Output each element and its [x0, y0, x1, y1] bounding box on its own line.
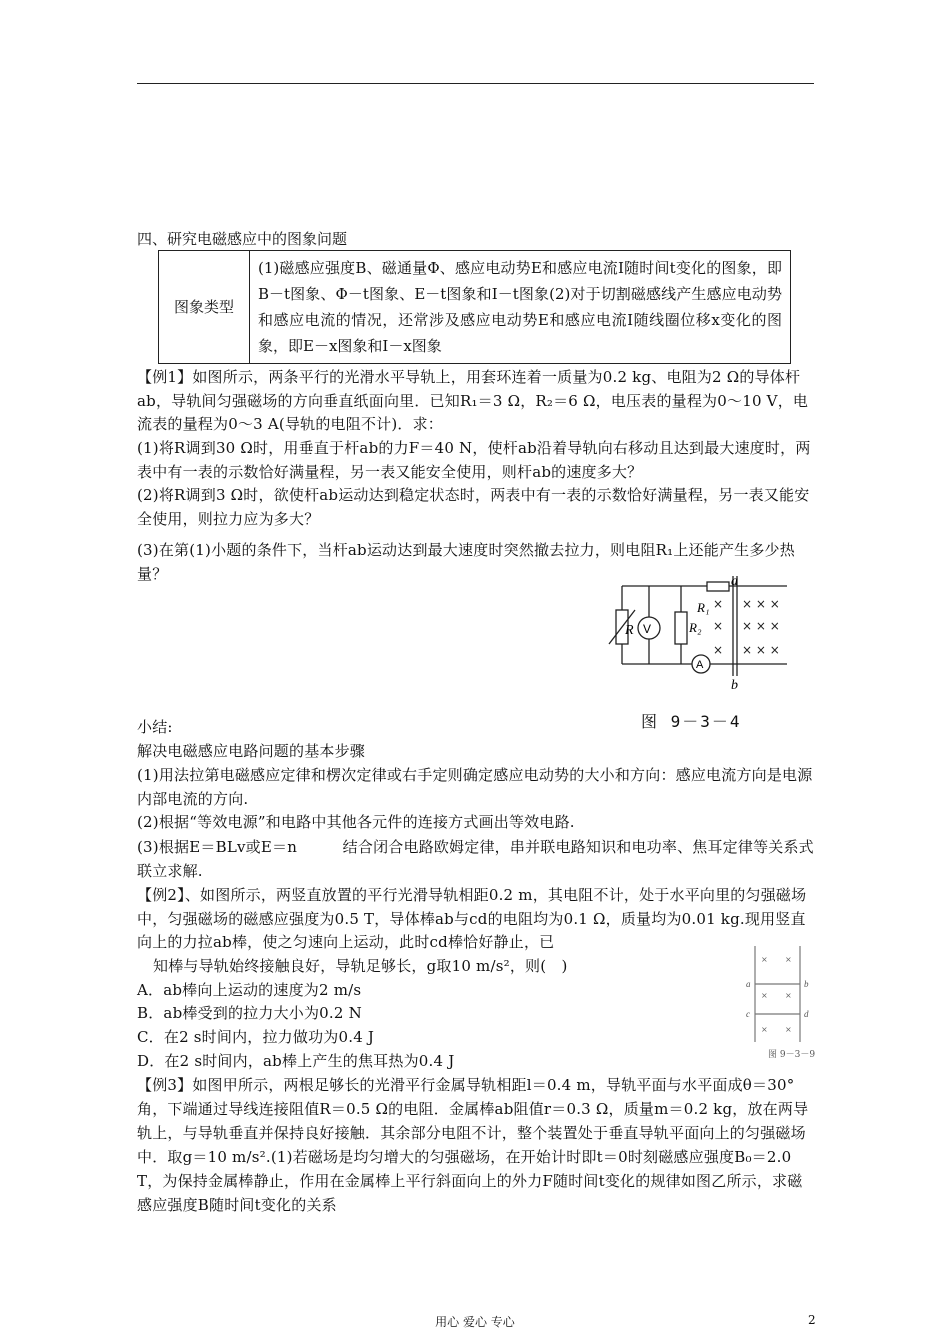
summary-title: 小结:	[137, 718, 173, 736]
example1-q2: (2)将R调到3 Ω时，欲使杆ab运动达到稳定状态时，两表中有一表的示数恰好满量程，另一表又能安全使用，则拉力应为多大？	[137, 486, 810, 528]
label-c: c	[746, 1009, 750, 1019]
footer-slogan: 用心 爱心 专心	[435, 1315, 515, 1329]
rails-figure	[745, 946, 825, 1046]
svg-text:× × ×: × × ×	[742, 619, 780, 633]
table-content-cell: (1)磁感应强度B、磁通量Φ、感应电动势E和感应电流I随时间t变化的图象，即B－t图象、Φ－t图象、E－t图象和I－t图象(2)对于切割磁感线产生感应电动势和感应电流的情况，还常涉及感应电动势E和感应电流I随线圈位移x变化的图象，即E－x图象和I－x图象	[250, 251, 791, 364]
svg-text:× × ×: × × ×	[742, 643, 780, 657]
example1-q3: (3)在第(1)小题的条件下，当杆ab运动达到最大速度时突然撤去拉力，则电阻R₁上还能产生多少热量？	[137, 541, 795, 583]
svg-text:×: ×	[761, 1025, 768, 1034]
svg-text:×: ×	[713, 619, 724, 633]
ammeter-label: A	[696, 659, 704, 671]
label-d: d	[804, 1009, 809, 1019]
svg-text:× × ×: × × ×	[742, 597, 780, 611]
example3-text: 【例3】如图甲所示，两根足够长的光滑平行金属导轨相距l＝0.4 m，导轨平面与水平面成θ＝30°角，下端通过导线连接阻值R＝0.5 Ω的电阻．金属棒ab阻值r＝0.3 Ω，质量m＝0.2 kg，放在两导轨上，与导轨垂直并保持良好接触．其余部分电阻不计，整个装置处于垂直导轨平面向上的匀强磁场中．取g＝10 m/s².(1)若磁场是均匀增大的匀强磁场，在开始计时即t＝0时刻磁感应强度B₀＝2.0 T，为保持金属棒静止，作用在金属棒上平行斜面向上的外力F随时间t变化的规律如图乙所示，求磁感应强度B随时间t变化的关系	[137, 1076, 809, 1214]
svg-text:×: ×	[785, 1025, 792, 1034]
summary-subtitle: 解决电磁感应电路问题的基本步骤	[137, 742, 366, 760]
section-title: 四、研究电磁感应中的图象问题	[137, 230, 348, 248]
svg-text:×: ×	[761, 991, 768, 1000]
magnetic-field-marks	[713, 597, 780, 657]
table-header-cell: 图象类型	[159, 251, 250, 364]
figure2-caption: 图 9－3－9	[768, 1050, 816, 1060]
label-R1: R₁	[697, 600, 710, 615]
page-number: 2	[808, 1313, 816, 1327]
example2-option-b: B．ab棒受到的拉力大小为0.2 N	[137, 1004, 362, 1022]
example2-option-a: A．ab棒向上运动的速度为2 m/s	[137, 981, 362, 999]
example2-stem-cont: 知棒与导轨始终接触良好，导轨足够长，g取10 m/s²，则( )	[153, 957, 568, 975]
graph-type-table	[158, 250, 791, 364]
label-b: b	[731, 678, 738, 693]
example2-option-c: C．在2 s时间内，拉力做功为0.4 J	[137, 1028, 375, 1046]
figure1-caption: 图 9－3－4	[641, 712, 742, 731]
voltmeter-label: V	[643, 622, 652, 636]
example2-stem: 【例2】、如图所示，两竖直放置的平行光滑导轨相距0.2 m，其电阻不计，处于水平向里的匀强磁场中，匀强磁场的磁感应强度为0.5 T，导体棒ab与cd的电阻均为0.1 Ω，质量均为0.01 kg.现用竖直向上的力拉ab棒，使之匀速向上运动，此时cd棒恰好静止，已	[137, 886, 807, 951]
label-b: b	[804, 979, 809, 989]
svg-text:×: ×	[713, 597, 724, 611]
svg-text:×: ×	[785, 955, 792, 964]
example2-option-d: D．在2 s时间内，ab棒上产生的焦耳热为0.4 J	[137, 1052, 455, 1070]
svg-text:×: ×	[761, 955, 768, 964]
header-rule	[137, 83, 814, 84]
label-a: a	[746, 979, 751, 989]
summary-item-3: (3)根据E＝BLv或E＝n 结合闭合电路欧姆定律，串并联电路知识和电功率、焦耳定律等关系式联立求解.	[137, 838, 814, 880]
label-R: R	[625, 623, 634, 638]
svg-text:×: ×	[785, 991, 792, 1000]
summary-item-1: (1)用法拉第电磁感应定律和楞次定律或右手定则确定感应电动势的大小和方向：感应电流方向是电源内部电流的方向.	[137, 766, 813, 808]
label-a: a	[731, 576, 738, 589]
example1-stem: 【例1】如图所示，两条平行的光滑水平导轨上，用套环连着一质量为0.2 kg、电阻为2 Ω的导体杆ab，导轨间匀强磁场的方向垂直纸面向里．已知R₁＝3 Ω，R₂＝6 Ω，电压表的量程为0～10 V，电流表的量程为0～3 A(导轨的电阻不计)．求：	[137, 368, 809, 433]
label-R2: R₂	[689, 620, 702, 635]
example1-q1: (1)将R调到30 Ω时，用垂直于杆ab的力F＝40 N，使杆ab沿着导轨向右移动且达到最大速度时，两表中有一表的示数恰好满量程，另一表又能安全使用，则杆ab的速度多大？	[137, 439, 811, 481]
summary-item-2: (2)根据“等效电源”和电路中其他各元件的连接方式画出等效电路.	[137, 813, 575, 831]
svg-text:×: ×	[713, 643, 724, 657]
circuit-figure	[597, 576, 787, 708]
